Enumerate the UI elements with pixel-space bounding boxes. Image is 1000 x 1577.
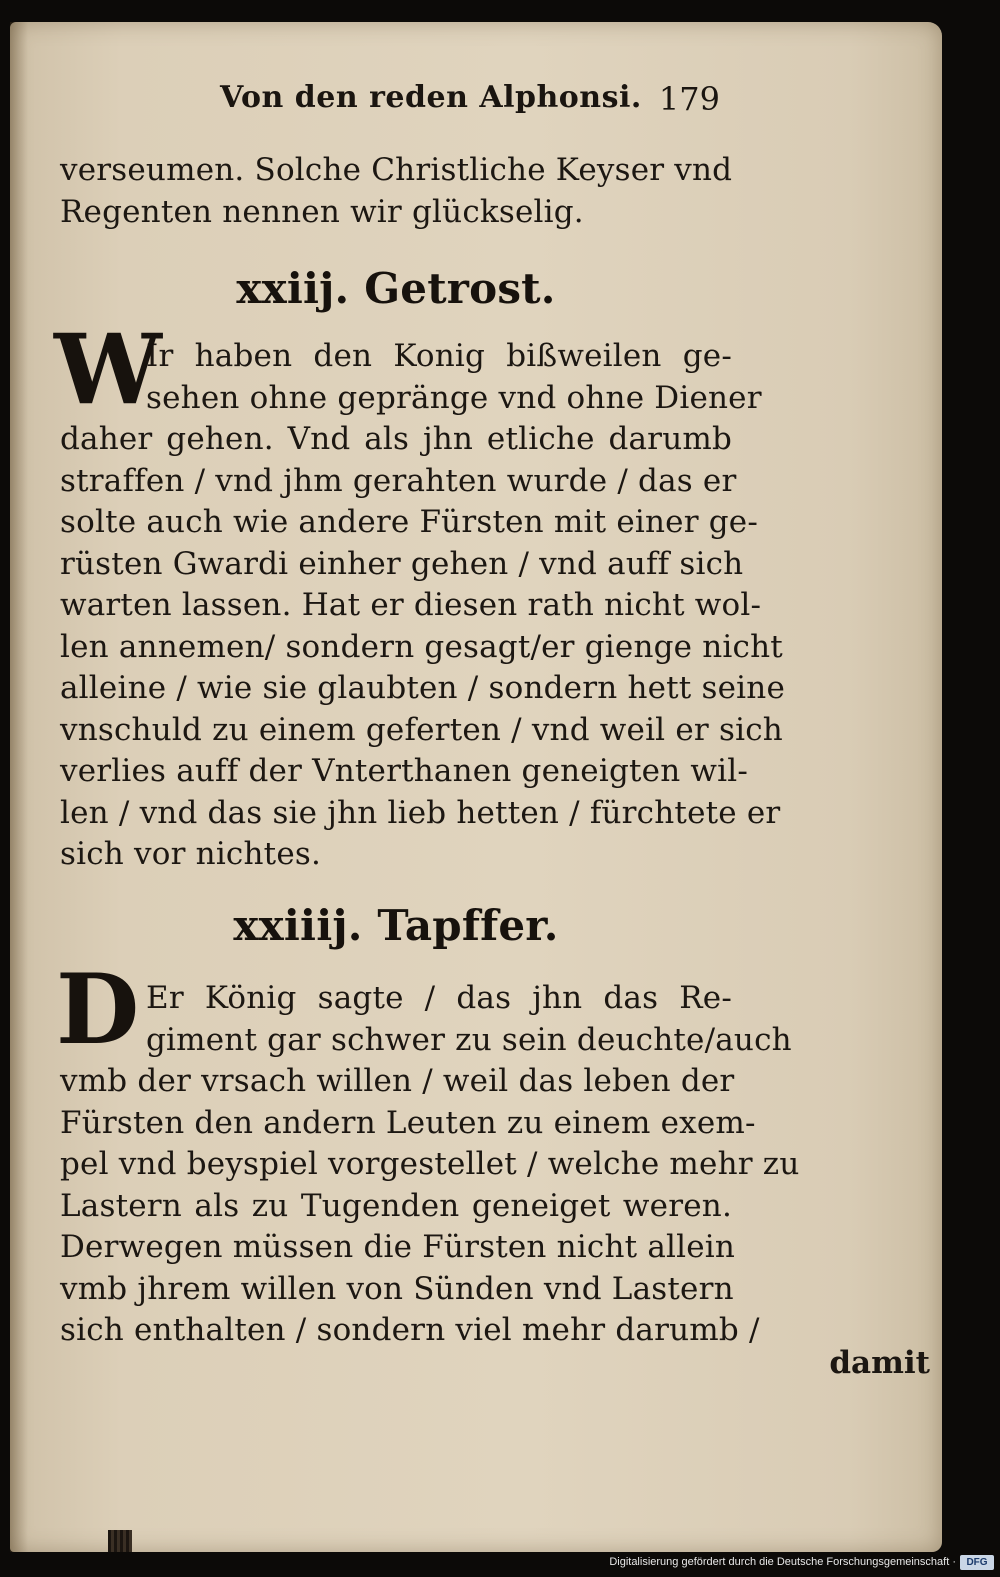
drop-capital: D: [56, 953, 140, 1066]
text-line: warten lassen. Hat er diesen rath nicht wol-: [60, 587, 762, 623]
funding-credit: Digitalisierung gefördert durch die Deutsche Forschungsgemeinschaft ·: [609, 1556, 956, 1568]
section-heading: xxiiij. Tapffer.: [233, 901, 559, 950]
text-line: vmb der vrsach willen / weil das leben der: [60, 1063, 735, 1099]
text-line: sehen ohne gepränge vnd ohne Diener: [146, 379, 762, 416]
text-line: len annemen/ sondern gesagt/er gienge nicht: [60, 628, 783, 665]
section-2-paragraph: [56, 953, 800, 1352]
opening-paragraph: [60, 150, 732, 233]
dfg-logo: DFG: [960, 1555, 994, 1570]
text-line: solte auch wie andere Fürsten mit einer ge-: [60, 504, 759, 540]
text-line: len / vnd das sie jhn lieb hetten / fürchtete er: [60, 794, 781, 831]
text-line: straffen / vnd jhm gerahten wurde / das er: [60, 462, 737, 499]
text-line: daher gehen. Vnd als jhn etliche darumb: [60, 421, 732, 457]
text-line: pel vnd beyspiel vorgestellet / welche mehr zu: [60, 1146, 800, 1182]
text-line: verseumen. Solche Christliche Keyser vnd: [60, 152, 733, 188]
running-header: [220, 80, 720, 124]
text-line: Er König sagte / das jhn das Re-: [146, 980, 732, 1016]
text-line: Fürsten den andern Leuten zu einem exem-: [60, 1104, 756, 1141]
page-number: 179: [658, 80, 720, 118]
drop-capital: W: [54, 313, 163, 426]
text-line: Ir haben den Konig bißweilen ge-: [146, 338, 732, 374]
text-line: vmb jhrem willen von Sünden vnd Lastern: [60, 1270, 734, 1307]
text-line: Derwegen müssen die Fürsten nicht allein: [60, 1229, 736, 1265]
text-line: giment gar schwer zu sein deuchte/auch: [146, 1021, 792, 1058]
text-line: Regenten nennen wir glückselig.: [60, 193, 584, 230]
text-line: alleine / wie sie glaubten / sondern hett seine: [60, 670, 786, 706]
running-title: Von den reden Alphonsi.: [220, 80, 642, 115]
section-heading-block: [60, 264, 732, 318]
text-line: sich vor nichtes.: [60, 836, 322, 872]
section-heading-block: [60, 901, 732, 955]
text-line: verlies auff der Vnterthanen geneigten wil-: [60, 753, 749, 789]
text-line: rüsten Gwardi einher gehen / vnd auff sich: [60, 545, 744, 582]
section-heading: xxiij. Getrost.: [236, 264, 556, 313]
binding-thread: [108, 1530, 132, 1552]
text-line: vnschuld zu einem geferten / vnd weil er sich: [60, 711, 783, 748]
catchword: damit: [829, 1345, 930, 1381]
section-1-paragraph: [54, 313, 786, 876]
text-line: sich enthalten / sondern viel mehr darumb /: [60, 1312, 760, 1348]
text-line: Lastern als zu Tugenden geneiget weren.: [60, 1187, 732, 1224]
